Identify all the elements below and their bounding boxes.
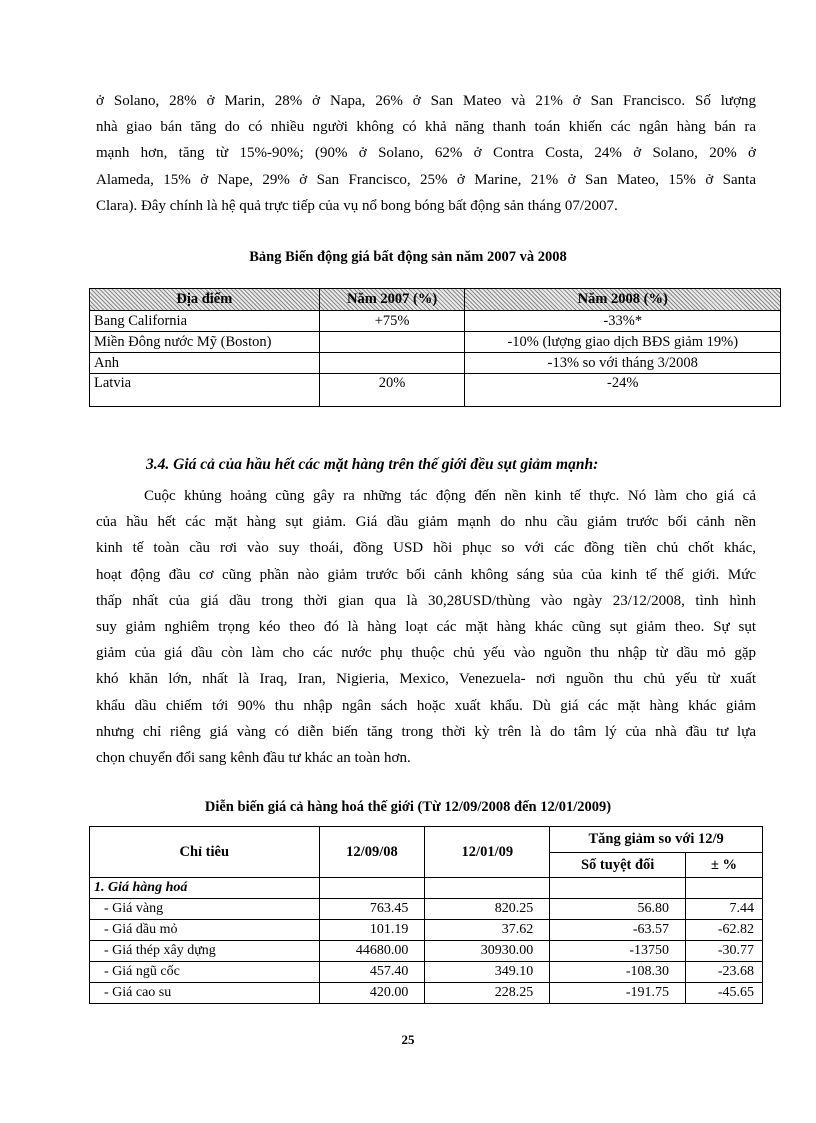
table-cell	[319, 353, 465, 374]
table-cell: 56.80	[550, 899, 686, 920]
table-cell: - Giá ngũ cốc	[90, 962, 320, 983]
table-cell: Bang California	[90, 311, 320, 332]
column-header: Địa điểm	[90, 289, 320, 311]
table-cell: - Giá cao su	[90, 983, 320, 1004]
table-row	[90, 311, 781, 332]
text-line: nhà giao bán tăng do có nhiều người không có khả năng thanh toán khiến các ngân hàng bán ra	[96, 119, 756, 136]
table-cell: -62.82	[686, 920, 763, 941]
table-cell: - Giá thép xây dựng	[90, 941, 320, 962]
section-heading: 3.4. Giá cả của hầu hết các mặt hàng trên thế giới đều sụt giảm mạnh:	[146, 456, 599, 473]
text-line: suy giảm nghiêm trọng kéo theo đó là hàng loạt các mặt hàng khác cũng sụt giảm theo. Sự sụt	[96, 619, 756, 636]
column-header: Năm 2008 (%)	[465, 289, 781, 311]
table-cell: -13750	[550, 941, 686, 962]
table-header-row	[90, 289, 781, 311]
table-cell: -33%*	[465, 311, 781, 332]
text-line: khẩu dầu chiếm tới 90% thu nhập ngân sách hoặc xuất khẩu. Dù giá các mặt hàng khác giảm	[96, 697, 756, 714]
table-row	[90, 941, 763, 962]
table-cell	[550, 878, 686, 899]
column-header: 12/01/09	[425, 827, 550, 878]
table-cell: - Giá vàng	[90, 899, 320, 920]
table-cell: - Giá dầu mỏ	[90, 920, 320, 941]
commodity-price-table	[89, 826, 763, 1004]
table-cell: 457.40	[319, 962, 425, 983]
table-cell: 763.45	[319, 899, 425, 920]
intro-paragraph	[96, 88, 756, 219]
table-cell: Latvia	[90, 374, 320, 407]
table-row	[90, 332, 781, 353]
text-line: Cuộc khủng hoảng cũng gây ra những tác động đến nền kinh tế thực. Nó làm cho giá cả	[144, 488, 756, 504]
text-line: kinh tế toàn cầu rơi vào suy thoái, đồng USD hồi phục so với các đồng tiền chủ chốt khác,	[96, 540, 756, 557]
table-cell: -45.65	[686, 983, 763, 1004]
table-cell: Miền Đông nước Mỹ (Boston)	[90, 332, 320, 353]
text-line: ở Solano, 28% ở Marin, 28% ở Napa, 26% ở San Mateo và 21% ở San Francisco. Số lượng	[96, 93, 756, 109]
table-cell: -191.75	[550, 983, 686, 1004]
table-cell: 7.44	[686, 899, 763, 920]
text-line: thấp nhất của giá dầu trong thời gian qua là 30,28USD/thùng vào ngày 23/12/2008, tình hình	[96, 592, 756, 609]
column-header: ± %	[686, 853, 763, 878]
table-cell	[319, 878, 425, 899]
text-line: Alameda, 15% ở Nape, 29% ở San Francisco, 25% ở Marine, 21% ở San Mateo, 15% ở Santa	[96, 171, 756, 188]
column-header: Năm 2007 (%)	[319, 289, 465, 311]
table-row	[90, 962, 763, 983]
table-cell: 349.10	[425, 962, 550, 983]
table-cell: +75%	[319, 311, 465, 332]
table-cell	[425, 878, 550, 899]
text-line: khó khăn lớn, nhất là Iraq, Iran, Nigieria, Mexico, Venezuela- nơi nguồn thu chủ yếu từ xuất	[96, 671, 756, 688]
table-row	[90, 374, 781, 407]
table-cell: -63.57	[550, 920, 686, 941]
table-cell: -30.77	[686, 941, 763, 962]
table-cell: Anh	[90, 353, 320, 374]
table-header-row	[90, 827, 763, 853]
table-cell: 20%	[319, 374, 465, 407]
text-line: giảm của giá dầu còn làm cho các nước phụ thuộc chủ yếu vào nguồn thu nhập từ dầu mỏ gặp	[96, 645, 756, 662]
text-line: nhưng chỉ riêng giá vàng có diễn biến tăng trong thời kỳ trên là do tâm lý của nhà đầu tư lựa	[96, 723, 756, 740]
table-cell: -23.68	[686, 962, 763, 983]
table-row	[90, 899, 763, 920]
table-row	[90, 353, 781, 374]
table2-caption: Diễn biến giá cả hàng hoá thế giới (Từ 12/09/2008 đến 12/01/2009)	[204, 799, 612, 815]
text-line: của hầu hết các mặt hàng sụt giảm. Giá dầu giảm mạnh do nhu cầu giảm trước bối cảnh nền	[96, 514, 756, 531]
text-line: Clara). Đây chính là hệ quả trực tiếp của vụ nổ bong bóng bất động sản tháng 07/2007.	[96, 197, 618, 214]
section-paragraph	[96, 483, 756, 771]
table-cell	[686, 878, 763, 899]
column-header: Chỉ tiêu	[90, 827, 320, 878]
table-cell: 820.25	[425, 899, 550, 920]
page-number: 25	[401, 1032, 415, 1047]
table-cell: -10% (lượng giao dịch BĐS giảm 19%)	[465, 332, 781, 353]
table-cell	[319, 332, 465, 353]
column-header: Số tuyệt đối	[550, 853, 686, 878]
table-cell: 30930.00	[425, 941, 550, 962]
table-cell: 228.25	[425, 983, 550, 1004]
table-cell: -13% so với tháng 3/2008	[465, 353, 781, 374]
column-header: 12/09/08	[319, 827, 425, 878]
text-line: mạnh hơn, tăng từ 15%-90%; (90% ở Solano, 62% ở Contra Costa, 24% ở Solano, 20% ở	[96, 145, 756, 162]
real-estate-price-table	[89, 288, 781, 407]
text-line: chọn chuyển đổi sang kênh đầu tư khác an toàn hơn.	[96, 750, 411, 767]
text-line: hoạt động đầu cơ cũng phần nào giảm trước bối cảnh không sáng sủa của kinh tế thế giới. Mức	[96, 566, 756, 583]
table-group-row	[90, 878, 763, 899]
group-label: 1. Giá hàng hoá	[90, 878, 320, 899]
table-cell: 44680.00	[319, 941, 425, 962]
table-cell: 101.19	[319, 920, 425, 941]
table1-caption: Bảng Biến động giá bất động sản năm 2007 và 2008	[249, 249, 567, 265]
table-cell: 420.00	[319, 983, 425, 1004]
table-cell: -24%	[465, 374, 781, 407]
table-cell: -108.30	[550, 962, 686, 983]
table-row	[90, 983, 763, 1004]
table-row	[90, 920, 763, 941]
column-group-header: Tăng giảm so với 12/9	[550, 827, 763, 853]
table-cell: 37.62	[425, 920, 550, 941]
